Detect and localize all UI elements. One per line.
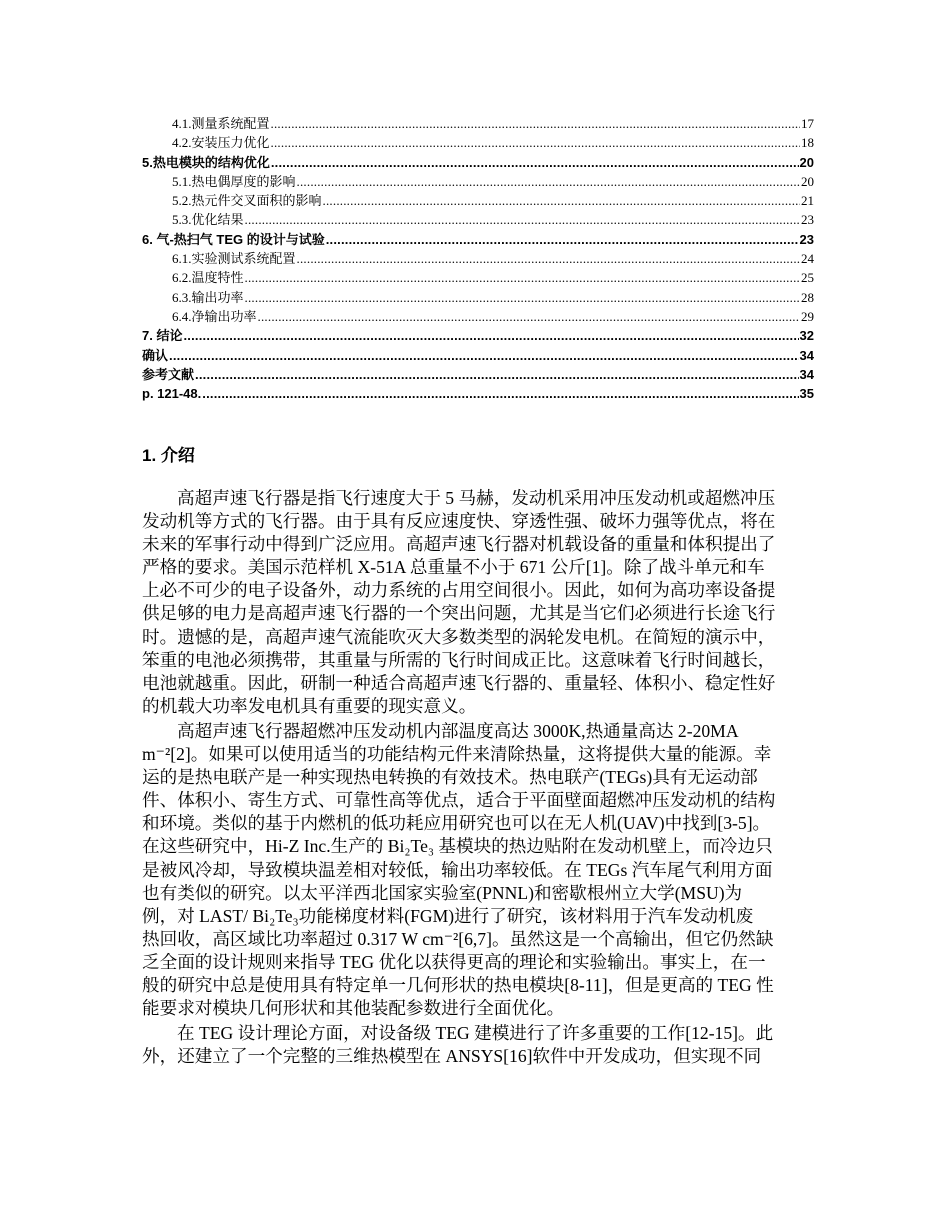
toc-leader-dots: [169, 346, 799, 365]
toc-entry-page: 25: [801, 270, 814, 286]
toc-entry-page: 29: [801, 308, 814, 324]
toc-leader-dots: [245, 268, 800, 287]
toc-entry-page: 17: [801, 116, 814, 131]
toc-entry[interactable]: [142, 365, 814, 384]
toc-entry-label: 6. 气-热扫气 TEG 的设计与试验: [142, 231, 325, 247]
paragraph-line: 是被风冷却，导致模块温差相对较低，输出功率较低。在 TEGs 汽车尾气利用方面: [142, 859, 773, 880]
section-title: 1. 介绍: [142, 446, 195, 465]
toc-leader-dots: [326, 230, 799, 249]
paragraph-line: 的机载大功率发电机具有重要的现实意义。: [142, 695, 477, 716]
toc-entry-label: 6.3.输出功率: [172, 289, 244, 305]
toc-leader-dots: [195, 365, 799, 384]
body-paragraph: [142, 1022, 814, 1068]
toc-entry-page: 35: [799, 386, 814, 402]
paragraph-line: 高超声速飞行器超燃冲压发动机内部温度高达 3000K,热通量高达 2-20MA: [177, 720, 739, 741]
toc-entry-label: 确认: [142, 347, 169, 363]
toc-entry-label: 5.1.热电偶厚度的影响: [172, 173, 296, 189]
paragraph-line: 和环境。类似的基于内燃机的低功耗应用研究也可以在无人机(UAV)中找到[3-5]。: [142, 813, 771, 834]
toc-leader-dots: [202, 384, 798, 403]
paragraph-line: 在这些研究中，Hi-Z Inc.生产的 Bi₂Te₃ 基模块的热边贴附在发动机壁上，而冷边只: [142, 836, 773, 857]
body-paragraph: [142, 487, 814, 718]
table-of-contents: [142, 114, 814, 403]
toc-entry-label: 5.热电模块的结构优化: [142, 154, 270, 170]
section-body: [142, 487, 814, 1070]
paragraph-line: 运的是热电联产是一种实现热电转换的有效技术。热电联产(TEGs)具有无运动部: [142, 767, 758, 788]
toc-entry[interactable]: [142, 210, 814, 229]
paragraph-line: 电池就越重。因此，研制一种适合高超声速飞行器的、重量轻、体积小、稳定性好: [142, 672, 776, 693]
paragraph-line: m⁻²[2]。如果可以使用适当的功能结构元件来清除热量，这将提供大量的能源。幸: [142, 744, 772, 765]
toc-entry[interactable]: [142, 172, 814, 191]
toc-entry[interactable]: [142, 114, 814, 133]
toc-leader-dots: [297, 172, 800, 191]
toc-entry[interactable]: [142, 153, 814, 172]
toc-entry-page: 21: [801, 193, 814, 209]
toc-entry-label: 4.1.测量系统配置: [172, 116, 270, 131]
toc-leader-dots: [297, 249, 800, 268]
toc-leader-dots: [245, 288, 800, 307]
paragraph-line: 时。遗憾的是，高超声速气流能吹灭大多数类型的涡轮发电机。在简短的演示中，: [142, 626, 776, 647]
paragraph-line: 乏全面的设计规则来指导 TEG 优化以获得更高的理论和实验输出。事实上，在一: [142, 951, 766, 972]
toc-leader-dots: [183, 326, 798, 345]
paragraph-line: 也有类似的研究。以太平洋西北国家实验室(PNNL)和密歇根州立大学(MSU)为: [142, 882, 743, 903]
paragraph-line: 能要求对模块几何形状和其他装配参数进行全面优化。: [142, 998, 565, 1019]
toc-entry-page: 34: [799, 347, 814, 363]
paragraph-line: 供足够的电力是高超声速飞行器的一个突出问题，尤其是当它们必须进行长途飞行: [142, 603, 776, 624]
toc-entry-page: 32: [799, 328, 814, 344]
toc-entry-label: 6.2.温度特性: [172, 270, 244, 286]
paragraph-line: 在 TEG 设计理论方面，对设备级 TEG 建模进行了许多重要的工作[12-15]。此: [177, 1023, 774, 1044]
paragraph-line: 般的研究中总是使用具有特定单一几何形状的热电模块[8-11]，但是更高的 TEG 性: [142, 974, 774, 995]
toc-entry[interactable]: [142, 133, 814, 152]
toc-entry-label: 5.2.热元件交叉面积的影响: [172, 193, 322, 209]
body-paragraph: [142, 720, 814, 1020]
toc-entry[interactable]: [142, 307, 814, 326]
toc-entry-label: 7. 结论: [142, 328, 183, 344]
toc-leader-dots: [271, 153, 799, 172]
paragraph-line: 未来的军事行动中得到广泛应用。高超声速飞行器对机载设备的重量和体积提出了: [142, 534, 776, 555]
paragraph-line: 上必不可少的电子设备外，动力系统的占用空间很小。因此，如何为高功率设备提: [142, 580, 776, 601]
paragraph-line: 例，对 LAST/ Bi₂Te₃功能梯度材料(FGM)进行了研究，该材料用于汽车发动机废: [142, 905, 754, 926]
paragraph-line: 严格的要求。美国示范样机 X-51A 总重量不小于 671 公斤[1]。除了战斗单元和车: [142, 557, 765, 578]
toc-leader-dots: [323, 191, 800, 210]
toc-entry-page: 20: [799, 154, 814, 170]
toc-entry-page: 24: [801, 251, 814, 267]
toc-entry-label: 6.4.净输出功率: [172, 308, 257, 324]
toc-entry[interactable]: [142, 346, 814, 365]
toc-leader-dots: [271, 114, 800, 133]
toc-entry-page: 28: [801, 289, 814, 305]
toc-entry[interactable]: [142, 268, 814, 287]
paragraph-line: 热回收，高区域比功率超过 0.317 W cm⁻²[6,7]。虽然这是一个高输出，但它仍然缺: [142, 928, 774, 949]
toc-leader-dots: [271, 133, 800, 152]
paragraph-line: 发动机等方式的飞行器。由于具有反应速度快、穿透性强、破坏力强等优点，将在: [142, 511, 776, 532]
toc-entry-page: 18: [801, 135, 814, 151]
toc-entry[interactable]: [142, 288, 814, 307]
toc-entry[interactable]: [142, 326, 814, 345]
toc-entry-page: 20: [801, 173, 814, 189]
toc-entry-label: p. 121-48.: [142, 386, 202, 402]
paragraph-line: 件、体积小、寄生方式、可靠性高等优点，适合于平面壁面超燃冲压发动机的结构: [142, 790, 776, 811]
toc-entry-page: 34: [799, 366, 814, 382]
toc-entry-label: 6.1.实验测试系统配置: [172, 251, 296, 267]
toc-entry-label: 参考文献: [142, 366, 195, 382]
toc-entry[interactable]: [142, 191, 814, 210]
toc-entry[interactable]: [142, 249, 814, 268]
paragraph-line: 外，还建立了一个完整的三维热模型在 ANSYS[16]软件中开发成功，但实现不同: [142, 1046, 762, 1067]
toc-leader-dots: [258, 307, 800, 326]
paragraph-line: 高超声速飞行器是指飞行速度大于 5 马赫，发动机采用冲压发动机或超燃冲压: [177, 488, 776, 508]
toc-entry-page: 23: [801, 212, 814, 228]
paragraph-line: 笨重的电池必须携带，其重量与所需的飞行时间成正比。这意味着飞行时间越长，: [142, 649, 776, 670]
toc-entry-label: 5.3.优化结果: [172, 212, 244, 228]
toc-entry-label: 4.2.安装压力优化: [172, 135, 270, 151]
toc-entry-page: 23: [799, 231, 814, 247]
toc-leader-dots: [245, 210, 800, 229]
toc-entry[interactable]: [142, 384, 814, 403]
toc-entry[interactable]: [142, 230, 814, 249]
